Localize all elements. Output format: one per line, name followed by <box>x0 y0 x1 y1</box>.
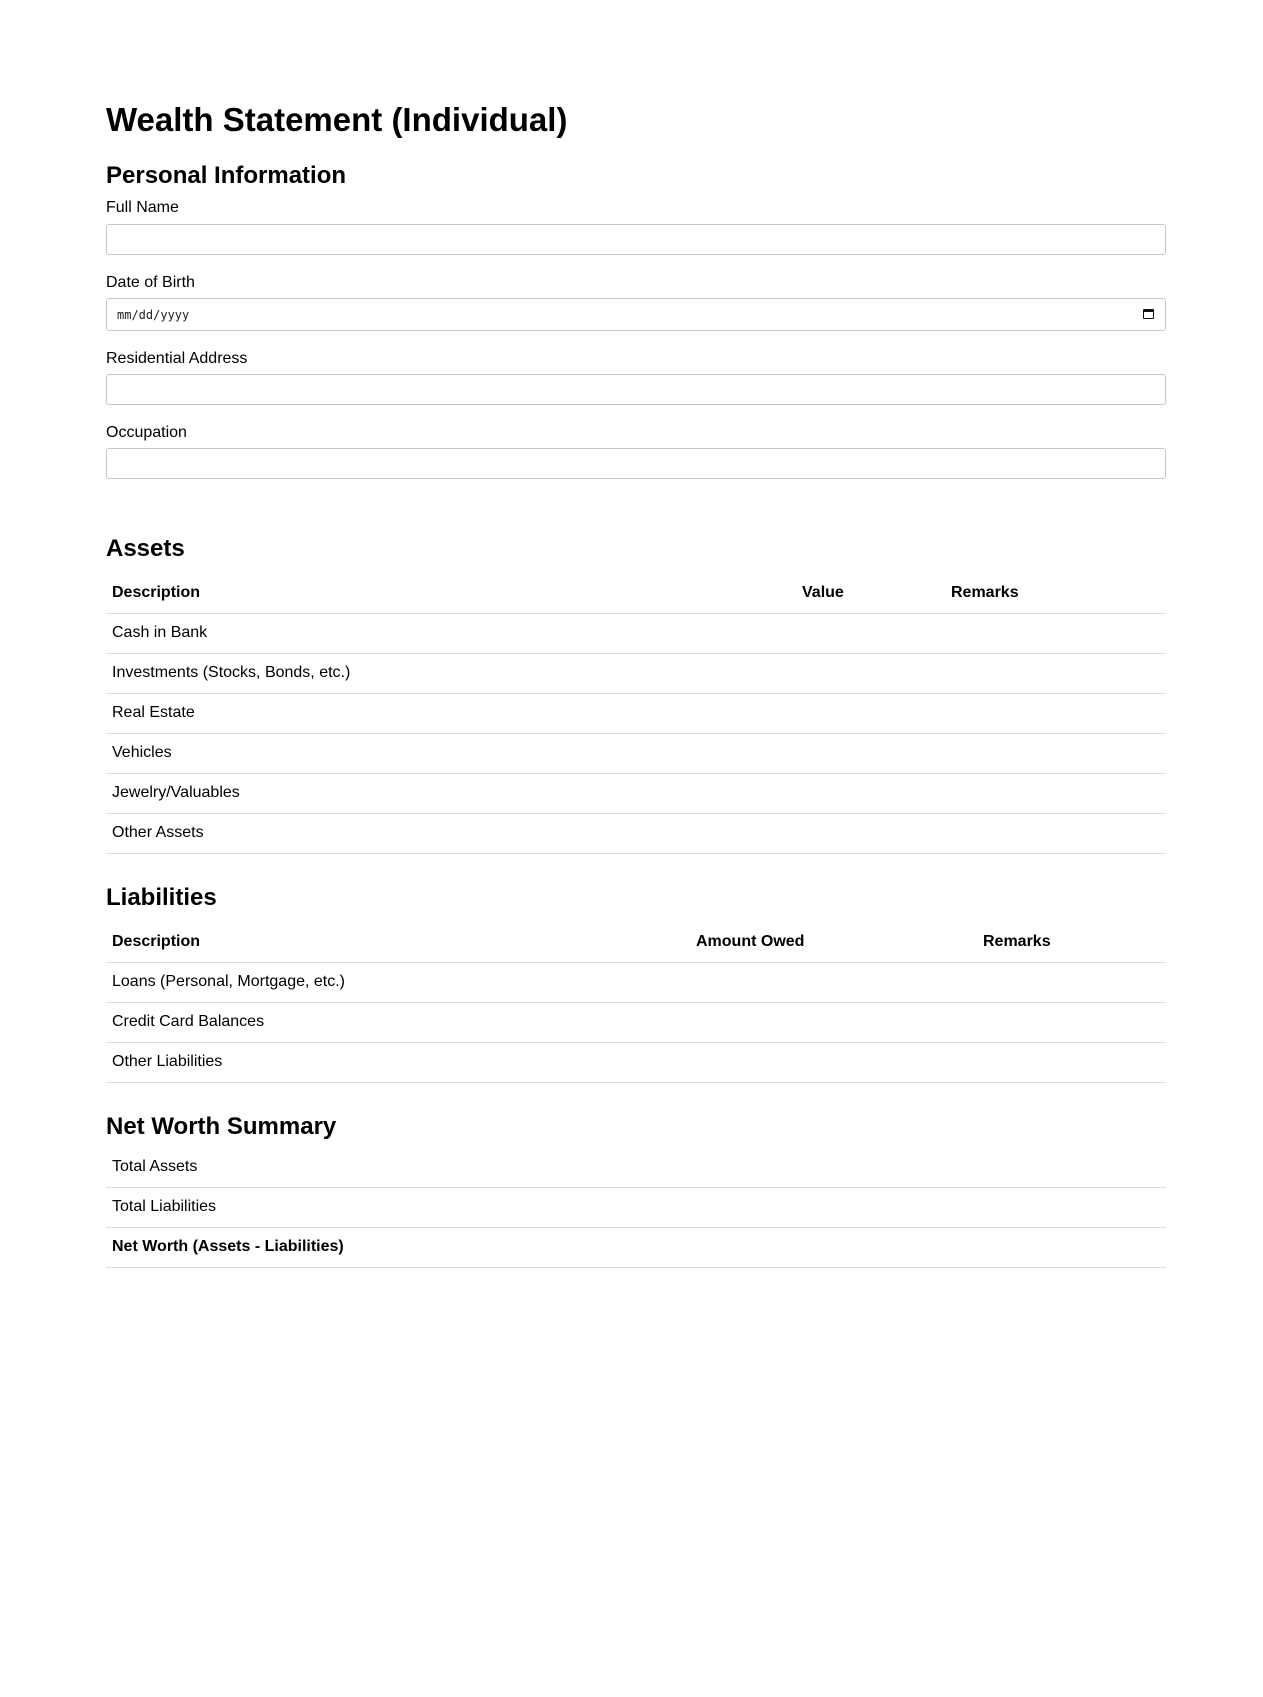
summary-total-liabilities-label: Total Liabilities <box>106 1187 1116 1227</box>
liabilities-section <box>106 884 1166 1083</box>
personal-information-heading: Personal Information <box>106 161 347 189</box>
table-row <box>106 773 1166 813</box>
assets-col-value: Value <box>796 574 945 614</box>
asset-description: Cash in Bank <box>106 613 796 653</box>
summary-total-assets-label: Total Assets <box>106 1148 1116 1188</box>
asset-description: Investments (Stocks, Bonds, etc.) <box>106 653 796 693</box>
asset-description: Vehicles <box>106 733 796 773</box>
table-row <box>106 1042 1166 1082</box>
asset-value <box>796 653 945 693</box>
liabilities-col-description: Description <box>106 923 690 963</box>
assets-col-description: Description <box>106 574 796 614</box>
table-row <box>106 962 1166 1002</box>
asset-value <box>796 733 945 773</box>
full-name-field[interactable] <box>106 224 1166 255</box>
liabilities-col-amount-owed: Amount Owed <box>690 923 977 963</box>
asset-remarks <box>945 773 1166 813</box>
residential-address-field[interactable] <box>106 374 1166 405</box>
net-worth-summary-heading: Net Worth Summary <box>106 1112 337 1140</box>
table-row <box>106 1148 1166 1188</box>
summary-net-worth-label: Net Worth (Assets - Liabilities) <box>106 1227 1116 1267</box>
asset-remarks <box>945 813 1166 853</box>
asset-description: Other Assets <box>106 813 796 853</box>
table-row <box>106 613 1166 653</box>
occupation-label: Occupation <box>106 423 187 441</box>
full-name-label: Full Name <box>106 199 179 217</box>
liabilities-table <box>106 923 1166 1083</box>
date-of-birth-field[interactable] <box>106 298 1166 331</box>
liability-description: Loans (Personal, Mortgage, etc.) <box>106 962 690 1002</box>
asset-value <box>796 773 945 813</box>
occupation-field[interactable] <box>106 448 1166 479</box>
net-worth-summary-table <box>106 1148 1166 1268</box>
net-worth-summary-section <box>106 1113 1166 1268</box>
asset-remarks <box>945 693 1166 733</box>
asset-remarks <box>945 653 1166 693</box>
table-row <box>106 733 1166 773</box>
summary-total-assets-value <box>1116 1148 1166 1188</box>
date-of-birth-placeholder: mm/dd/yyyy <box>117 307 190 322</box>
summary-net-worth-value <box>1116 1227 1166 1267</box>
liability-description: Credit Card Balances <box>106 1002 690 1042</box>
table-row <box>106 1187 1166 1227</box>
liabilities-header-row <box>106 923 1166 963</box>
summary-total-liabilities-value <box>1116 1187 1166 1227</box>
assets-table <box>106 574 1166 854</box>
table-row <box>106 1002 1166 1042</box>
section-spacer <box>106 497 1166 535</box>
section-spacer <box>106 1083 1166 1113</box>
asset-value <box>796 613 945 653</box>
section-spacer <box>106 854 1166 884</box>
liability-remarks <box>977 1002 1166 1042</box>
document-title: Wealth Statement (Individual) <box>106 101 568 138</box>
asset-description: Jewelry/Valuables <box>106 773 796 813</box>
liability-amount <box>690 1042 977 1082</box>
date-of-birth-label: Date of Birth <box>106 273 195 291</box>
table-row <box>106 653 1166 693</box>
asset-description: Real Estate <box>106 693 796 733</box>
liability-amount <box>690 1002 977 1042</box>
liability-remarks <box>977 1042 1166 1082</box>
liabilities-col-remarks: Remarks <box>977 923 1166 963</box>
calendar-icon[interactable] <box>1143 309 1154 319</box>
personal-information-section <box>106 162 1166 480</box>
liability-description: Other Liabilities <box>106 1042 690 1082</box>
asset-remarks <box>945 733 1166 773</box>
asset-remarks <box>945 613 1166 653</box>
table-row <box>106 813 1166 853</box>
assets-header-row <box>106 574 1166 614</box>
assets-col-remarks: Remarks <box>945 574 1166 614</box>
asset-value <box>796 813 945 853</box>
liability-remarks <box>977 962 1166 1002</box>
table-row <box>106 693 1166 733</box>
table-row <box>106 1227 1166 1267</box>
assets-section <box>106 535 1166 854</box>
liability-amount <box>690 962 977 1002</box>
asset-value <box>796 693 945 733</box>
liabilities-heading: Liabilities <box>106 883 217 911</box>
residential-address-label: Residential Address <box>106 349 248 367</box>
assets-heading: Assets <box>106 535 185 563</box>
